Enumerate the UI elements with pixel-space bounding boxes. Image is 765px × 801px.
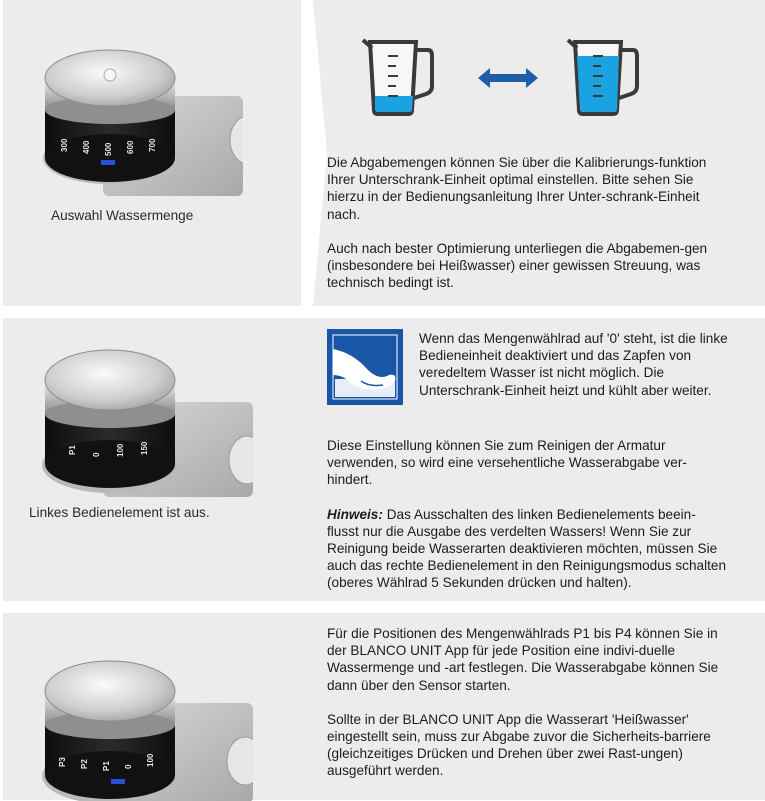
dial-knob-image [33, 340, 253, 500]
hint-label: Hinweis: [327, 506, 383, 522]
hotwater-paragraph: Sollte in der BLANCO UNIT App die Wasserart 'Heißwasser' eingestellt sein, muss zur Abgabe zuvor die Sicherheits-barriere (gleichzeitiges Drücken und Drehen über zwei Rast-ungen) ausgeführt werden. [327, 711, 711, 779]
cleaning-hand-icon [327, 329, 403, 405]
dial-label: P2 [80, 759, 89, 769]
dial-label: 400 [82, 140, 91, 154]
section-divider-chevron [301, 0, 327, 306]
dial-label: P1 [68, 445, 77, 455]
section-positions [3, 613, 765, 800]
section-left-control-off [3, 318, 765, 601]
section-water-amount [3, 0, 765, 306]
positions-paragraph: Für die Positionen des Mengenwählrads P1 bis P4 können Sie in der BLANCO UNIT App für jede Position eine indivi-duelle Wassermenge und -art festlegen. Die Wasserabgabe können Sie dann über den Sensor starten. [327, 626, 719, 693]
section1-text [327, 154, 727, 291]
dial-knob-image [33, 651, 253, 801]
cleaning-paragraph: Diese Einstellung können Sie zum Reinigen der Armatur verwenden, so wird eine versehentliche Wasserabgabe ver-hindert. [327, 438, 687, 488]
dial-indicator [111, 779, 125, 784]
dial-label: 300 [60, 138, 69, 152]
section2-text [327, 437, 727, 592]
caption-water-amount: Auswahl Wassermenge [51, 208, 194, 223]
dial-knob-image [33, 48, 243, 198]
calibration-paragraph: Die Abgabemengen können Sie über die Kalibrierungs-funktion Ihrer Unterschrank-Einheit optimal einstellen. Bitte sehen Sie hierzu in der Bedienungsanleitung Ihrer Unter-schrank-Einheit nach. [327, 155, 707, 222]
section3-text [327, 625, 727, 780]
double-arrow-icon [478, 68, 538, 88]
variance-paragraph: Auch nach bester Optimierung unterliegen die Abgabemen-gen (insbesondere bei Heißwasser) einer gewissen Streuung, was technisch bedingt ist. [327, 240, 708, 291]
hint-text: Das Ausschalten des linken Bedienelements beein-flusst nur die Ausgabe des verdelten Wassers! Wenn Sie zur Reinigung beide Wasserarten deaktivieren möchten, müssen Sie auch das rechte Bedienelement in den Reinigungsmodus schalten (oberes Wählrad 5 Sekunden drücken und halten). [327, 506, 727, 591]
dial-label: 0 [124, 764, 133, 769]
dial-label: 600 [126, 140, 135, 154]
measuring-cups-illustration [358, 38, 765, 118]
measuring-cup-full-icon [568, 40, 637, 114]
measuring-cup-low-icon [363, 40, 432, 114]
dial-label: P3 [58, 757, 67, 767]
dial-label: 100 [116, 443, 125, 457]
icon-description: Wenn das Mengenwählrad auf '0' steht, ist die linke Bedieneinheit deaktiviert und das Zapfen von veredeltem Wasser ist nicht möglich. Die Unterschrank-Einheit heizt und kühlt aber weiter. [419, 331, 728, 398]
caption-control-off: Linkes Bedienelement ist aus. [29, 505, 210, 520]
dial-label: 500 [104, 142, 113, 156]
hint-paragraph [327, 506, 727, 592]
dial-label: 0 [92, 452, 101, 457]
dial-label: 150 [140, 441, 149, 455]
dial-label: 100 [146, 753, 155, 767]
dial-indicator [101, 160, 115, 165]
dial-label: 700 [148, 138, 157, 152]
dial-label: P1 [102, 761, 111, 771]
